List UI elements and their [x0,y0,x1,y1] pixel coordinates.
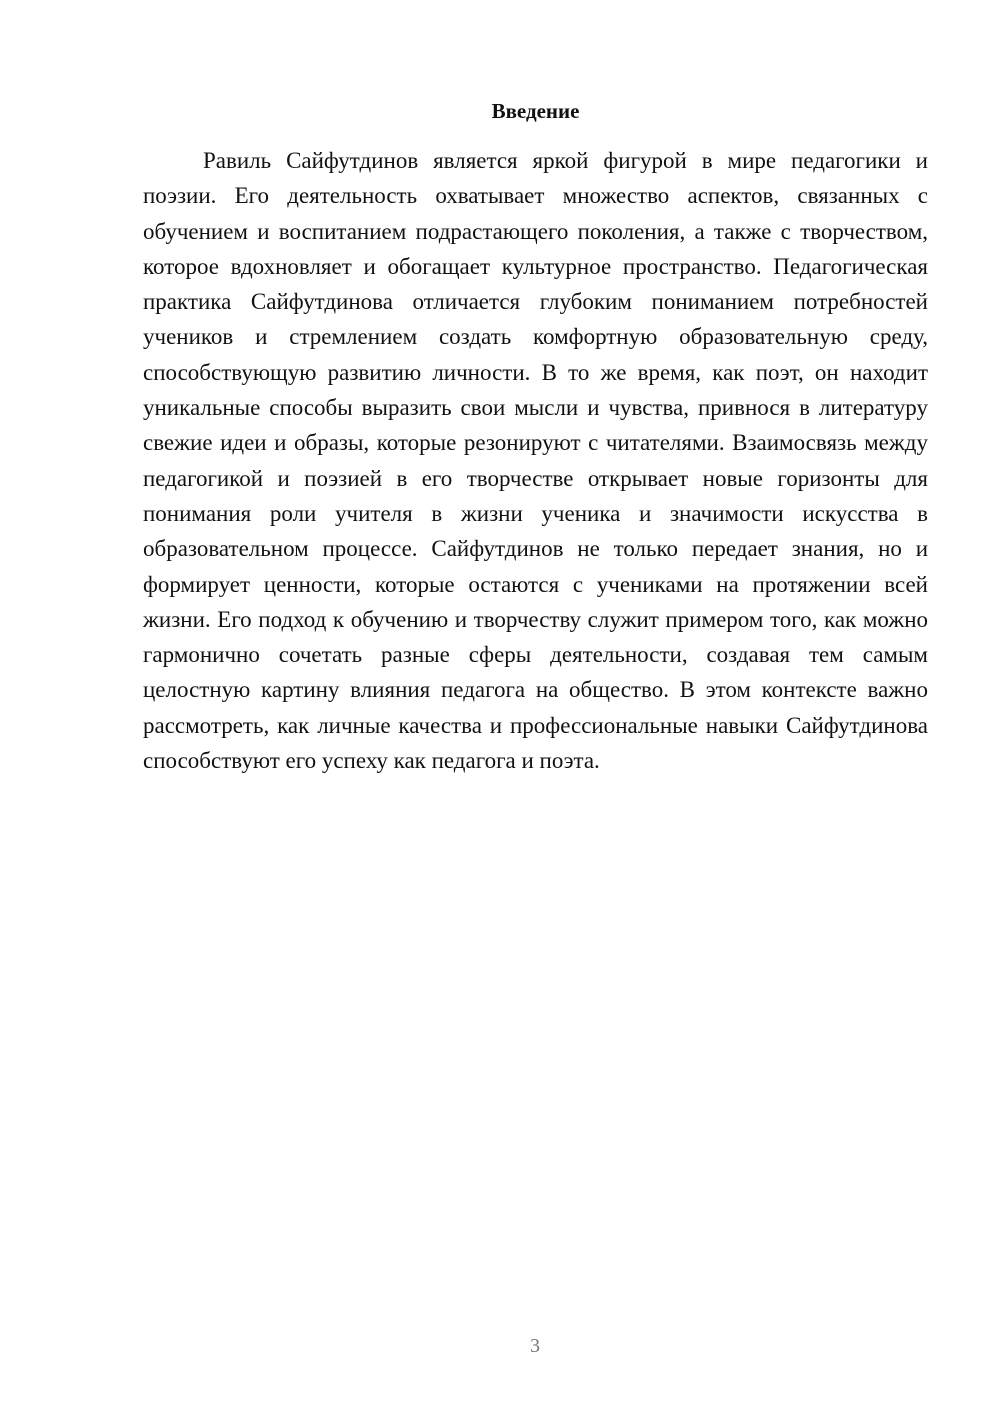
intro-paragraph: Равиль Сайфутдинов является яркой фигурой в мире педагогики и поэзии. Его деятельность охватывает множество аспектов, связанных с обучением и воспитанием подрастающего поколения, а также с творчеством, которое вдохновляет и обогащает культурное пространство. Педагогическая практика Сайфутдинова отличается глубоким пониманием потребностей учеников и стремлением создать комфортную образовательную среду, способствующую развитию личности. В то же время, как поэт, он находит уникальные способы выразить свои мысли и чувства, привнося в литературу свежие идеи и образы, которые резонируют с читателями. Взаимосвязь между педагогикой и поэзией в его творчестве открывает новые горизонты для понимания роли учителя в жизни ученика и значимости искусства в образовательном процессе. Сайфутдинов не только передает знания, но и формирует ценности, которые остаются с учениками на протяжении всей жизни. Его подход к обучению и творчеству служит примером того, как можно гармонично сочетать разные сферы деятельности, создавая тем самым целостную картину влияния педагога на общество. В этом контексте важно рассмотреть, как личные качества и профессиональные навыки Сайфутдинова способствуют его успеху как педагога и поэта. [143,148,928,774]
page-number: 3 [530,1335,540,1357]
section-heading: Введение [491,99,580,123]
